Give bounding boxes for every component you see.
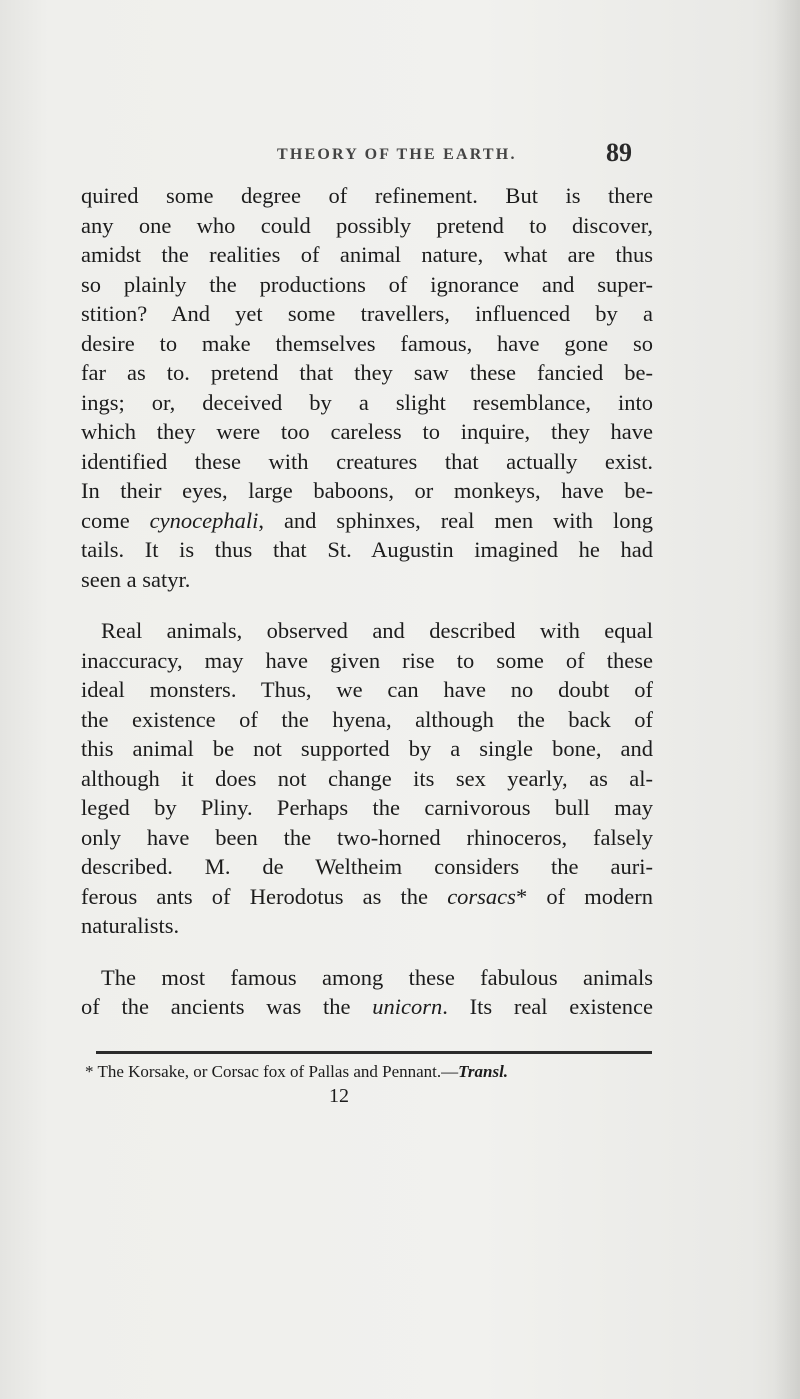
text-line: inaccuracy, may have given rise to some of these: [81, 647, 653, 673]
text-line: Real animals, observed and described with equal: [101, 618, 653, 643]
text-line: tails. It is thus that St. Augustin imagined he had: [81, 537, 653, 562]
running-head: THEORY OF THE EARTH.: [277, 146, 517, 163]
footnote: * The Korsake, or Corsac fox of Pallas and Pennant.—Transl.: [85, 1062, 509, 1081]
paragraph-1: [81, 181, 653, 594]
text-line: described. M. de Weltheim considers the auri-: [81, 854, 653, 879]
text-line: ideal monsters. Thus, we can have no doubt of: [81, 677, 653, 702]
text-line: of the ancients was the unicorn. Its real existence: [81, 994, 654, 1019]
text-line: The most famous among these fabulous animals: [101, 964, 653, 990]
footnote-rule: [96, 1051, 652, 1054]
text-line: leged by Pliny. Perhaps the carnivorous bull may: [81, 795, 653, 820]
text-line: ings; or, deceived by a slight resemblance, into: [81, 389, 653, 415]
page-edge-shadow: [774, 0, 800, 1399]
text-line: so plainly the productions of ignorance and super-: [81, 271, 653, 297]
text-line: naturalists.: [81, 913, 180, 938]
text-line: seen a satyr.: [81, 566, 191, 592]
paragraph-2: [81, 616, 653, 941]
text-line: this animal be not supported by a single bone, and: [81, 736, 653, 761]
text-line: identified these with creatures that actually exist.: [81, 448, 653, 474]
text-line: the existence of the hyena, although the back of: [81, 706, 653, 732]
text-line: stition? And yet some travellers, influenced by a: [81, 301, 653, 326]
text-line: quired some degree of refinement. But is there: [81, 183, 653, 208]
text-line: which they were too careless to inquire, they have: [81, 419, 653, 444]
text-line: although it does not change its sex yearly, as al-: [81, 765, 653, 791]
text-line: In their eyes, large baboons, or monkeys, have be-: [81, 478, 653, 503]
text-line: ferous ants of Herodotus as the corsacs* of modern: [81, 883, 653, 909]
text-line: far as to. pretend that they saw these fancied be-: [81, 360, 653, 385]
paragraph-3: [81, 963, 653, 1022]
text-line: any one who could possibly pretend to discover,: [81, 212, 653, 238]
page-number: 89: [606, 138, 632, 167]
text-line: desire to make themselves famous, have gone so: [81, 330, 653, 356]
signature-mark: 12: [329, 1085, 349, 1107]
text-line: amidst the realities of animal nature, what are thus: [81, 242, 653, 267]
text-line: only have been the two-horned rhinoceros, falsely: [81, 824, 653, 850]
text-line: come cynocephali, and sphinxes, real men with long: [81, 507, 653, 533]
body-text: [81, 181, 653, 1022]
